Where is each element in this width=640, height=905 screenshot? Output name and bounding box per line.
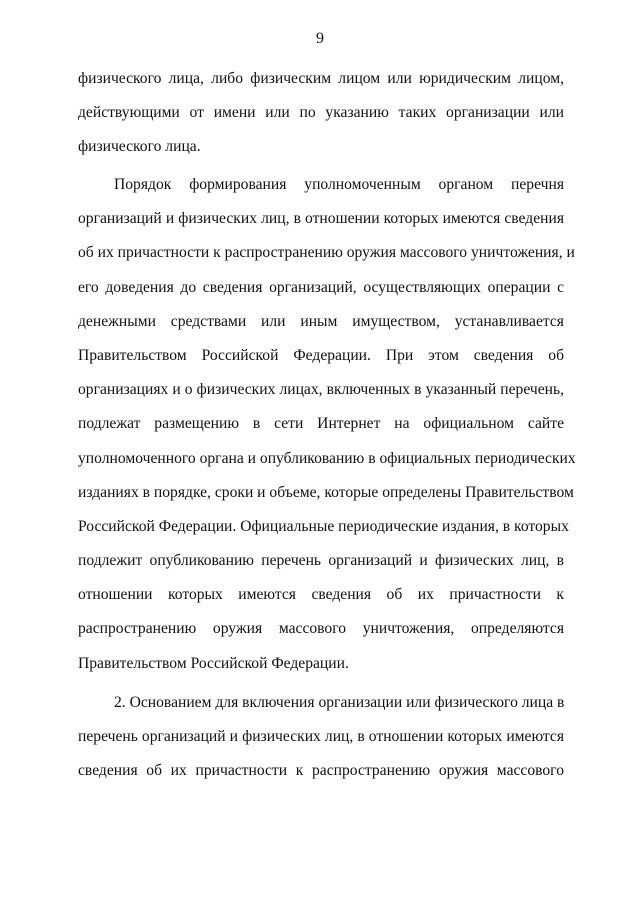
text-line: денежными средствами или иным имуществом, устанавливается <box>78 312 564 330</box>
paragraph-continuation <box>78 62 564 165</box>
text-line: распространению оружия массового уничтожения, определяются <box>78 620 564 638</box>
text-line: организаций и физических лиц, в отношении которых имеются сведения <box>78 210 564 228</box>
text-line: отношении которых имеются сведения об их причастности к <box>78 586 564 604</box>
text-line: Порядок формирования уполномоченным органом перечня <box>114 176 564 193</box>
text-line: организациях и о физических лицах, включенных в указанный перечень, <box>78 381 564 399</box>
text-line: изданиях в порядке, сроки и объеме, которые определены Правительством <box>78 483 574 501</box>
text-line: Правительством Российской Федерации. При этом сведения об <box>78 346 564 364</box>
text-line: физического лица. <box>78 138 201 156</box>
text-line: его доведения до сведения организаций, осуществляющих операции с <box>78 278 564 296</box>
text-line: об их причастности к распространению оружия массового уничтожения, и <box>78 244 575 262</box>
text-line: Правительством Российской Федерации. <box>78 654 349 672</box>
text-line: физического лица, либо физическим лицом или юридическим лицом, <box>78 70 564 87</box>
text-line: уполномоченного органа и опубликованию в официальных периодических <box>78 449 576 467</box>
page-number: 9 <box>316 30 324 47</box>
text-line: сведения об их причастности к распространению оружия массового <box>78 762 564 780</box>
paragraph-procedure <box>78 168 576 681</box>
text-line: 2. Основанием для включения организации или физического лица в <box>114 694 565 711</box>
text-line: перечень организаций и физических лиц, в отношении которых имеются <box>78 728 564 746</box>
text-line: действующими от имени или по указанию таких организации или <box>78 104 564 122</box>
text-line: Российской Федерации. Официальные периодические издания, в которых <box>78 517 569 535</box>
paragraph-item-2 <box>78 686 564 789</box>
text-line: подлежит опубликованию перечень организаций и физических лиц, в <box>78 552 564 570</box>
text-line: подлежат размещению в сети Интернет на официальном сайте <box>78 415 564 433</box>
